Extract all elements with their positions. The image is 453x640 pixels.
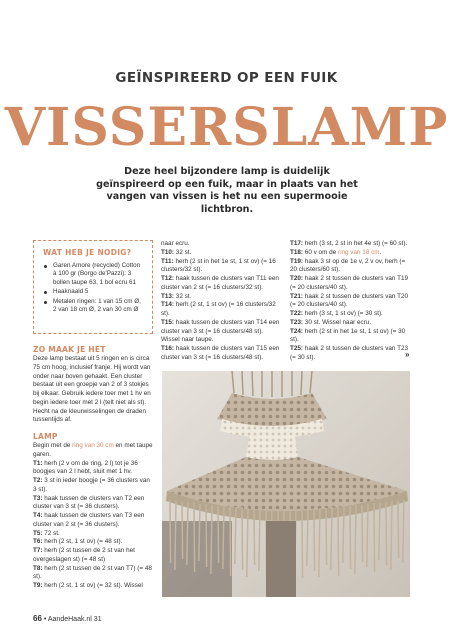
instruction-row: T25: haak 2 st tussen de clusters van T23 (= 30 st). (290, 345, 409, 361)
instruction-row: T21: haak 2 st tussen de clusters van T20 (= 20 clusters/40 st). (290, 292, 409, 309)
materials-list (43, 262, 144, 314)
materials-item: Metalen ringen: 1 van 15 cm Ø, 2 van 18 cm Ø, 2 van 30 cm Ø (43, 298, 144, 315)
page-footer (33, 614, 102, 623)
instruction-row: T8: herh (2 st tussen de 2 st van T7) (= 48 st). (33, 564, 152, 581)
instruction-row: T18: 60 v om de ring van 18 cm. (290, 248, 382, 256)
instruction-row: T20: haak 2 st tussen de clusters van T19 (= 20 clusters/40 st). (290, 275, 409, 291)
materials-item: Garen Amore (recycled) Cotton à 100 gr (Borgo de'Pazzi): 3 bollen taupe 63, 1 bol ecru 61 (43, 262, 144, 287)
instruction-row: T3: haak tussen de clusters van T2 een cluster van 3 st (= 36 clusters). (33, 494, 145, 511)
crochet-lamp-illustration (162, 371, 410, 597)
ring-size-highlight: ring van 18 cm (337, 248, 380, 256)
page-number: 66 (33, 614, 42, 623)
intro-text: Deze lamp bestaat uit 5 ringen en is circa 75 cm hoog, inclusief franje. Hij wordt van onder naar boven gehaakt. Een cluster bestaat uit een groepje van 2 of 3 stokjes bij elkaar. Gebruik iedere toer met 1 hv en begin iedere toer met 2 l (telt niet als st). Hecht na de kleurwisselingen de draden tussentijds af. (33, 355, 151, 424)
intro-heading: ZO MAAK JE HET (33, 345, 106, 354)
instruction-row: T1: herh (2 v om de ring, 2 l) tot je 36 boogjes van 2 l hebt, sluit met 1 hv. (33, 459, 138, 476)
lamp-heading: LAMP (33, 432, 58, 441)
instruction-row: T9: herh (2 st, 1 st ov) (= 32 st). Wissel (33, 582, 143, 589)
magazine-name: AandeHaak.nl 31 (47, 616, 102, 623)
instruction-row: T17: herh (3 st, 2 st in het 4e st) (= 60 st). (290, 240, 408, 247)
kicker-heading: GEÏNSPIREERD OP EEN FUIK (115, 70, 338, 86)
materials-item: Haaknaald 5 (43, 288, 144, 296)
instruction-row: T2: 3 st in ieder boogje (= 36 clusters van 3 st). (33, 477, 150, 493)
instruction-row: T12: haak tussen de clusters van T11 een cluster van 2 st (= 16 clusters/32 st). (161, 275, 279, 291)
column-continuation: naar ecru. (161, 240, 190, 247)
text-column-3 (290, 240, 414, 363)
instruction-row: T15: haak tussen de clusters van T14 een cluster van 3 st (= 16 clusters/48 st). Wissel naar taupe. (161, 318, 280, 344)
instruction-row: T11: herh (2 st in het 1e st, 1 st ov) (= 16 clusters/32 st). (161, 257, 276, 274)
materials-heading: WAT HEB JE NODIG? (43, 248, 132, 257)
text-column-2 (161, 240, 283, 363)
text-column-1 (33, 344, 155, 591)
lamp-start: Begin met de ring van 30 cm en met taupe garen. (33, 442, 153, 458)
instruction-row: T6: herh (2 st, 1 st ov) (= 48 st). (33, 538, 123, 546)
instruction-row: T23: 30 st. Wissel naar ecru. (290, 318, 372, 326)
continue-arrow: » (405, 350, 410, 359)
instruction-row: T14: herh (2 st, 1 st ov) (= 16 clusters/32 st). (161, 301, 276, 317)
instruction-row: T13: 32 st. (161, 292, 192, 300)
materials-box (33, 240, 153, 334)
page-title: VISSERSLAMP (4, 97, 449, 158)
instruction-row: T7: herh (2 st tussen de 2 st van het overgeslagen st) (= 48 st) (33, 547, 135, 563)
instruction-row: T5: 72 st. (33, 529, 60, 537)
lead-paragraph: Deze heel bijzondere lamp is duidelijk geïnspireerd op een fuik, maar in plaats van het vangen van vissen is het nu een supermooie lichtbron. (96, 166, 358, 215)
instruction-row: T10: 32 st. (161, 248, 192, 256)
instruction-row: T16: haak tussen de clusters van T15 een cluster van 3 st (= 16 clusters/48 st). (161, 345, 280, 361)
instruction-row: T4: haak tussen de clusters van T3 een cluster van 2 st (= 36 clusters). (33, 512, 145, 528)
lamp-photo (162, 371, 410, 597)
instruction-row: T22: herh (3 st, 1 st ov) (= 30 st). (290, 310, 383, 317)
footer-bullet: • (43, 616, 47, 623)
instruction-row: T24: herh (2 st in het 1e st, 1 st ov) (= 30 st). (290, 327, 406, 344)
instruction-row: T19: haak 3 st op de 1e v, 2 v ov, herh (= 20 clusters/60 st). (290, 257, 406, 274)
ring-size-highlight: ring van 30 cm (72, 442, 114, 449)
